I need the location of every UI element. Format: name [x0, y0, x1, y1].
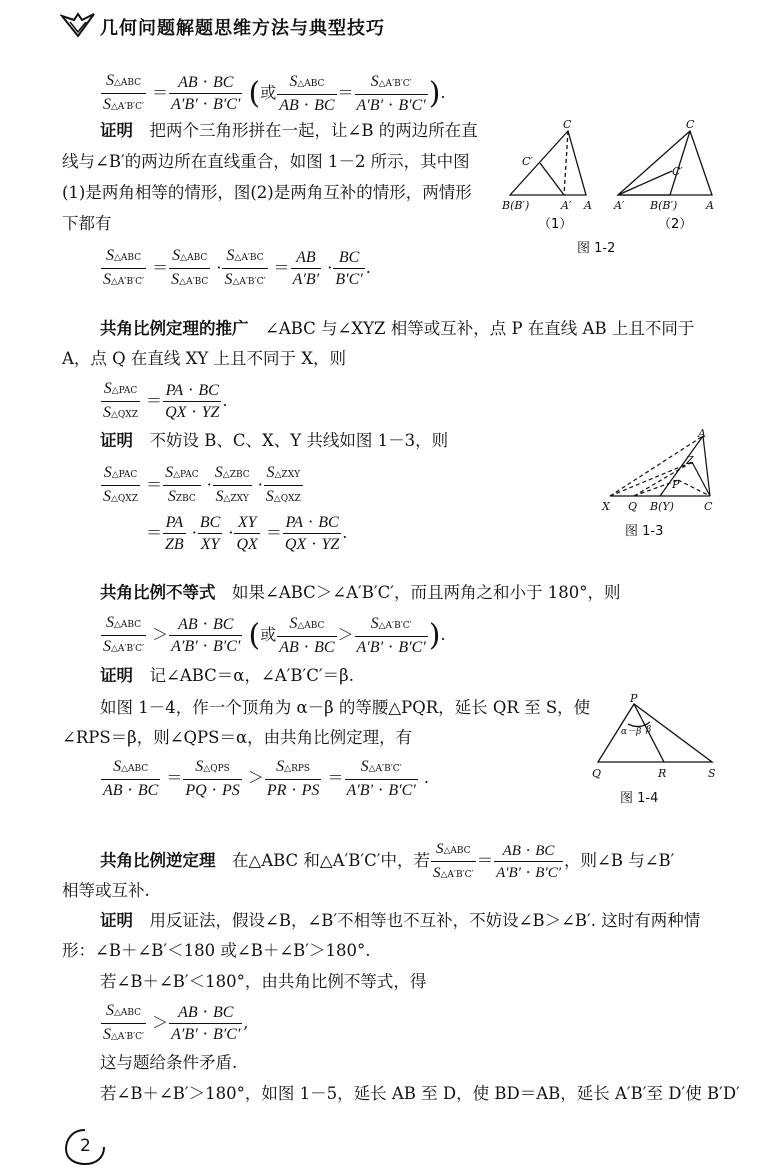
svg-text:S: S — [708, 767, 716, 780]
svg-text:Q: Q — [592, 767, 602, 780]
figure-1-3 — [598, 428, 723, 518]
svg-text:α－β: α－β — [621, 727, 642, 737]
svg-text:C′: C′ — [672, 165, 683, 178]
equation-7: $\frac{\text{S△ABC}}{S\triangle A'B'C'}$ ＞ $\frac{AB \cdot BC}{A'B' \cdot B'C'}$ , — [103, 1002, 249, 1043]
svg-text:P: P — [672, 478, 680, 491]
equation-5: $\frac{\text{S△ABC}}{S\triangle A'B'C'}$ ＞ $\frac{AB \cdot BC}{A'B' \cdot B'C'}$ (或 $\frac{\text{S△ABC}}{AB \cdot BC}$ ＞ $\frac{S\triangle A'B'C'}{A'B' \cdot B'C'}$ ). — [103, 614, 446, 656]
figure-1-4 — [588, 694, 728, 784]
equation-1: $\frac{\text{S△ABC}}{S\triangle A'B'C'}$ ＝ $\frac{AB \cdot BC}{A'B' \cdot B'C'}$ (或 $\frac{\text{S△ABC}}{AB \cdot BC}$ ＝ $\frac{S\triangle A'B'C'}{A'B' \cdot B'C'}$ ). — [103, 72, 446, 114]
header-logo-icon — [60, 10, 96, 40]
figure-1-2-sub1: （1） — [538, 217, 573, 232]
svg-text:Z: Z — [686, 454, 694, 467]
page-number: 2 — [80, 1136, 91, 1156]
proof1-line2: 线与∠B′的两边所在直线重合，如图 1－2 所示，其中图 — [62, 152, 470, 171]
case1-line: 若∠B＋∠B′＜180°，由共角比例不等式，得 — [100, 972, 427, 991]
proof1-line3: (1)是两角相等的情形，图(2)是两角互补的情形，两情形 — [62, 183, 472, 202]
figure-1-3-caption: 图 1-3 — [625, 524, 664, 539]
case2-line: 若∠B＋∠B′＞180°，如图 1－5，延长 AB 至 D，使 BD＝AB，延长 A′B′至 D′使 B′D′ — [100, 1084, 740, 1103]
proof1-line1: 证明 把两个三角形拼在一起，让∠B 的两边所在直 — [100, 121, 478, 140]
figure-1-2 — [500, 118, 730, 233]
svg-text:Q: Q — [628, 500, 638, 513]
inverse-line1: 共角比例逆定理 在△ABC 和△A′B′C′中，若 $\frac{\text{S△ABC}}{S\triangle A'B'C'}$ ＝ $\frac{AB \cdot BC}{A'B' \cdot B'C'}$ ，则∠B 与∠B′ — [100, 838, 674, 885]
proof3-line2: 如图 1－4，作一个顶角为 α－β 的等腰△PQR，延长 QR 至 S，使 — [100, 698, 591, 717]
equation-4-cont: ＝ $\frac{PA}{ZB}$ · $\frac{BC}{XY}$ · $\frac{XY}{QX}$ ＝ $\frac{PA \cdot BC}{QX \cdot YZ}$ . — [146, 512, 348, 553]
proof3-line1: 证明 记∠ABC＝α，∠A′B′C′＝β. — [100, 666, 354, 685]
header-title: 几何问题解题思维方法与典型技巧 — [100, 18, 385, 39]
svg-text:β: β — [646, 725, 652, 735]
svg-text:B(B′): B(B′) — [502, 199, 530, 212]
proof4-line2: 形：∠B＋∠B′＜180 或∠B＋∠B′＞180°. — [62, 941, 371, 960]
proof3-line3: ∠RPS＝β，则∠QPS＝α，由共角比例定理，有 — [62, 728, 413, 747]
figure-1-2-caption: 图 1-2 — [577, 241, 616, 256]
svg-text:C: C — [704, 500, 713, 513]
equation-2: $\frac{\text{S△ABC}}{S\triangle A'B'C'}$ ＝ $\frac{\text{S△ABC}}{S\triangle A'BC}$ · $\frac{S\triangle A'BC}{S\triangle A'B'C'}$ ＝ $\frac{AB}{A'B'}$ · $\frac{BC}{B'C'}$ . — [103, 247, 371, 288]
svg-text:C: C — [686, 118, 695, 131]
svg-text:X: X — [602, 500, 610, 513]
svg-text:P: P — [630, 694, 638, 705]
contradiction-line: 这与题给条件矛盾. — [100, 1053, 238, 1072]
svg-text:A: A — [698, 428, 706, 440]
svg-text:A′: A′ — [561, 199, 572, 212]
equation-3: $\frac{\text{S△PAC}}{\text{S△QXZ}}$ ＝ $\frac{PA \cdot BC}{QX \cdot YZ}$ . — [103, 380, 228, 421]
proof4-line1: 证明 用反证法，假设∠B，∠B′不相等也不互补，不妨设∠B＞∠B′. 这时有两种情 — [100, 911, 701, 930]
svg-text:C: C — [563, 118, 572, 131]
svg-text:A′: A′ — [614, 199, 625, 212]
equation-4: $\frac{\text{S△PAC}}{\text{S△QXZ}}$ ＝ $\frac{\text{S△PAC}}{\text{SZBC}}$ · $\frac{\text{S△ZBC}}{\text{S△ZXY}}$ · $\frac{\text{S△ZXY}}{\text{S△QXZ}}$ — [103, 464, 301, 505]
figure-1-2-sub2: （2） — [658, 217, 693, 232]
svg-text:A: A — [706, 199, 714, 212]
inequality-line1: 共角比例不等式 如果∠ABC＞∠A′B′C′，而且两角之和小于 180°，则 — [100, 583, 621, 602]
svg-text:A: A — [584, 199, 592, 212]
svg-text:R: R — [658, 767, 667, 780]
inverse-line2: 相等或互补. — [62, 881, 150, 900]
svg-text:B(B′): B(B′) — [650, 199, 678, 212]
svg-text:C′: C′ — [522, 155, 533, 168]
generalization-line2: A，点 Q 在直线 XY 上且不同于 X，则 — [62, 349, 347, 368]
figure-1-4-caption: 图 1-4 — [620, 791, 659, 806]
proof2-line1: 证明 不妨设 B、C、X、Y 共线如图 1－3，则 — [100, 431, 449, 450]
svg-text:B(Y): B(Y) — [650, 500, 674, 513]
proof1-line4: 下都有 — [62, 214, 112, 233]
equation-6: $\frac{\text{S△ABC}}{AB \cdot BC}$ ＝ $\frac{\text{S△QPS}}{PQ \cdot PS}$ ＞ $\frac{\text{S△RPS}}{PR \cdot PS}$ ＝ $\frac{S\triangle A'B'C'}{A'B' \cdot B'C'}$ . — [103, 758, 429, 799]
generalization-line1: 共角比例定理的推广 ∠ABC 与∠XYZ 相等或互补，点 P 在直线 AB 上且不同于 — [100, 319, 695, 338]
